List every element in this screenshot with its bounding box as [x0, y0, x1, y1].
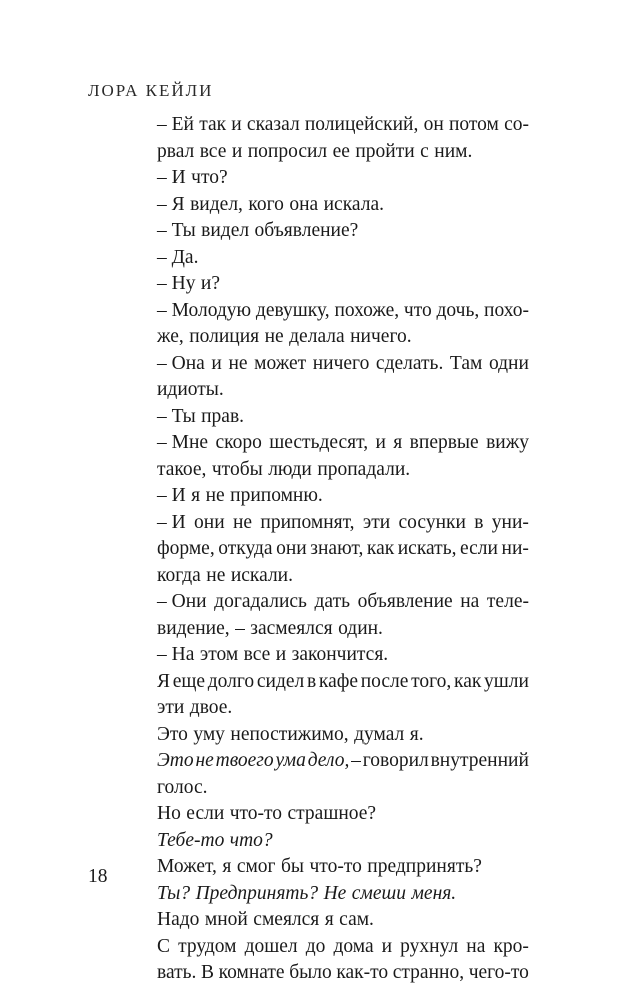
word: смог	[236, 856, 276, 877]
word: я	[324, 909, 334, 930]
word: догадались	[214, 591, 307, 612]
word: кафе	[318, 670, 359, 692]
word: Может,	[157, 856, 217, 877]
word: что?	[191, 167, 228, 188]
word: видел	[201, 220, 250, 241]
word: дать	[314, 591, 351, 612]
word: закончится.	[291, 644, 389, 665]
text-line	[157, 457, 529, 484]
text-line	[157, 245, 529, 272]
word: непостижимо,	[230, 723, 349, 745]
word: объявление	[357, 591, 453, 612]
text-line	[157, 801, 529, 828]
word: ушли	[484, 670, 529, 692]
word: странно,	[392, 962, 465, 983]
word: дочь,	[436, 299, 480, 321]
italic-word: Не	[323, 882, 347, 904]
word: вать.	[157, 962, 197, 983]
text-line	[157, 192, 529, 219]
word: –	[235, 617, 245, 639]
word: делала	[289, 326, 345, 347]
word: не	[264, 326, 284, 347]
text-line	[157, 218, 529, 245]
running-head: ЛОРА КЕЙЛИ	[88, 81, 214, 100]
text-line	[157, 510, 529, 537]
word: я	[393, 432, 403, 453]
word: пропадали.	[317, 458, 411, 480]
word: Надо	[157, 909, 200, 930]
word: же,	[157, 326, 184, 347]
italic-word: дело,	[307, 750, 350, 771]
word: что-то	[229, 803, 283, 824]
text-line	[157, 165, 529, 192]
text-line	[157, 563, 529, 590]
word: долго	[207, 670, 255, 692]
word: искала.	[323, 193, 384, 215]
text-line	[157, 934, 529, 961]
text-line	[157, 748, 529, 775]
word: потом	[448, 114, 499, 135]
word: эти	[362, 511, 391, 533]
word: В	[201, 962, 215, 983]
text-line	[157, 351, 529, 378]
italic-word: смеши	[351, 882, 407, 904]
word: люди	[268, 458, 312, 480]
text-line	[157, 642, 529, 669]
word: и	[275, 644, 287, 665]
word: кро-	[493, 935, 529, 957]
word: уни-	[491, 511, 529, 533]
word: до	[305, 935, 326, 957]
word: припомню.	[230, 485, 323, 506]
word: чего-то	[468, 962, 529, 983]
text-line	[157, 404, 529, 431]
italic-word: не	[195, 750, 214, 771]
word: ним.	[434, 140, 473, 162]
italic-word: меня.	[411, 882, 457, 904]
word: Там	[449, 352, 483, 374]
word: кого	[248, 193, 284, 215]
word: с	[420, 140, 429, 162]
word: сказал	[246, 114, 300, 135]
word: не	[206, 564, 226, 586]
word: дома	[333, 935, 374, 957]
word: и	[231, 140, 243, 162]
text-line	[157, 828, 529, 855]
text-line	[157, 139, 529, 166]
text-line	[157, 854, 529, 881]
word: я	[191, 485, 201, 506]
text-line	[157, 271, 529, 298]
word: голос.	[157, 776, 208, 798]
word: все	[243, 644, 271, 665]
word: ее	[332, 140, 350, 162]
word: – Да.	[157, 246, 199, 268]
word: эти	[157, 697, 185, 718]
word: – Ну	[157, 273, 196, 294]
word: сидел	[256, 670, 305, 692]
text-line	[157, 536, 529, 563]
word: один.	[338, 617, 383, 639]
word: пройти	[355, 140, 415, 162]
word: – Ты	[157, 220, 196, 241]
word: одни	[488, 352, 529, 374]
word: после	[360, 670, 409, 692]
word: скоро	[215, 432, 262, 453]
word: похоже,	[334, 299, 400, 321]
italic-word: что?	[229, 829, 273, 851]
word: комнате	[218, 962, 285, 983]
word: я	[222, 856, 232, 877]
word: С	[157, 935, 171, 957]
text-line	[157, 589, 529, 616]
word: – Я	[157, 193, 185, 215]
word: – Мне	[157, 432, 209, 453]
word: Но	[157, 803, 181, 824]
word: – И	[157, 485, 186, 506]
word: говорил	[362, 750, 429, 771]
text-line	[157, 775, 529, 802]
word: так	[199, 114, 227, 135]
word: еще	[172, 670, 206, 692]
text-line	[157, 722, 529, 749]
word: сам.	[339, 909, 374, 930]
word: все	[199, 140, 227, 162]
italic-word: ума	[275, 750, 306, 771]
word: мной	[204, 909, 248, 930]
text-line	[157, 616, 529, 643]
word: девушку,	[255, 299, 330, 321]
text-line	[157, 881, 529, 908]
word: как	[454, 670, 482, 692]
word: страшное?	[287, 803, 377, 824]
word: и	[211, 352, 222, 374]
word: бы	[281, 856, 305, 877]
word: видение,	[157, 617, 230, 639]
page-number: 18	[88, 866, 108, 887]
word: полиция	[189, 326, 260, 347]
body-text	[157, 112, 529, 987]
word: припомнят,	[260, 511, 355, 533]
word: теле-	[486, 591, 529, 612]
text-line	[157, 960, 529, 987]
word: дошел	[244, 935, 298, 957]
word: она	[289, 193, 319, 215]
word: со-	[504, 114, 529, 135]
text-line	[157, 695, 529, 722]
word: сделать.	[375, 352, 444, 374]
word: не	[205, 485, 225, 506]
word: и?	[200, 273, 221, 294]
word: такое,	[157, 458, 207, 480]
word: ни-	[501, 538, 529, 559]
word: он	[423, 114, 444, 135]
word: форме,	[157, 538, 215, 559]
word: двое.	[189, 697, 233, 718]
word: и	[381, 935, 393, 957]
word: объявление?	[254, 220, 359, 241]
word: – Молодую	[157, 299, 252, 321]
word: я.	[409, 723, 424, 745]
word: рухнул	[400, 935, 459, 957]
word: думал	[354, 723, 405, 745]
word: в	[306, 670, 317, 692]
word: они	[194, 511, 225, 533]
word: искать,	[397, 538, 457, 559]
word: вижу	[486, 432, 529, 453]
word: ничего	[312, 352, 370, 374]
word: трудом	[178, 935, 237, 957]
word: знают,	[310, 538, 364, 559]
text-line	[157, 324, 529, 351]
text-line	[157, 907, 529, 934]
italic-word: Предпринять?	[195, 882, 319, 904]
text-line	[157, 377, 529, 404]
italic-word: Ты?	[157, 882, 191, 904]
word: в	[474, 511, 484, 533]
word: Я	[157, 670, 171, 692]
word: этом	[199, 644, 239, 665]
word: если	[460, 538, 498, 559]
word: – И	[157, 167, 186, 188]
word: искали.	[230, 564, 293, 586]
italic-word: твоего	[215, 750, 274, 771]
word: предпринять?	[367, 856, 482, 877]
word: если	[186, 803, 225, 824]
word: попросил	[247, 140, 328, 162]
word: впервые	[409, 432, 479, 453]
word: полицейский,	[304, 114, 419, 135]
word: – Она	[157, 352, 205, 374]
word: – На	[157, 644, 195, 665]
word: – Ты	[157, 405, 196, 427]
word: похо-	[484, 299, 529, 321]
word: – И	[157, 511, 186, 533]
text-line	[157, 112, 529, 139]
word: –	[351, 750, 361, 771]
word: было	[289, 962, 332, 983]
word: и	[231, 114, 242, 135]
word: чтобы	[211, 458, 263, 480]
word: что-то	[309, 856, 362, 877]
word: внутренний	[430, 750, 529, 771]
word: шестьдесят,	[269, 432, 369, 453]
word: и	[375, 432, 386, 453]
word: как	[366, 538, 395, 559]
word: не	[233, 511, 253, 533]
word: когда	[157, 564, 201, 586]
word: как-то	[336, 962, 389, 983]
word: на	[466, 935, 486, 957]
word: что	[403, 299, 432, 321]
text-line	[157, 669, 529, 696]
text-line	[157, 483, 529, 510]
word: ничего.	[350, 326, 412, 347]
word: засмеялся	[250, 617, 333, 639]
word: они	[276, 538, 307, 559]
word: – Они	[157, 591, 207, 612]
word: уму	[193, 723, 225, 745]
word: на	[460, 591, 480, 612]
word: не	[228, 352, 248, 374]
italic-word: Тебе-то	[157, 829, 225, 851]
word: откуда	[218, 538, 273, 559]
italic-word: Это	[157, 750, 194, 771]
word: может	[254, 352, 307, 374]
word: рвал	[157, 140, 195, 162]
word: идиоты.	[157, 379, 224, 400]
word: – Ей	[157, 114, 194, 135]
word: видел,	[190, 193, 243, 215]
word: смеялся	[253, 909, 320, 930]
word: того,	[411, 670, 452, 692]
word: Это	[157, 723, 188, 745]
text-line	[157, 430, 529, 457]
text-line	[157, 298, 529, 325]
word: сосунки	[398, 511, 466, 533]
word: прав.	[201, 405, 245, 427]
